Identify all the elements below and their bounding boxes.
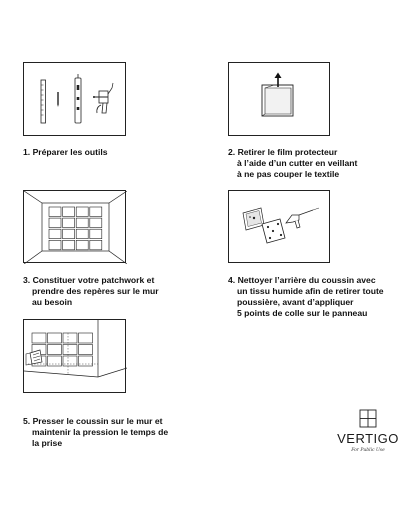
cushion-tile (49, 229, 61, 239)
glue-points-drawing (229, 191, 331, 264)
cushion-tile (63, 207, 75, 217)
step-4-line-4: 5 points de colle sur le panneau (237, 308, 368, 318)
cushion-tile (90, 207, 102, 217)
cushion-tile (48, 345, 62, 355)
step-5-text (23, 416, 168, 449)
illustration-patchwork-wall (23, 190, 126, 263)
step-4-line-3: poussière, avant d’appliquer (237, 297, 354, 307)
step-4-number: 4. (228, 275, 236, 285)
cushion-tile (63, 333, 77, 343)
illustration-peel-film (228, 62, 330, 136)
step-3-line-2: prendre des repères sur le mur (32, 286, 159, 296)
illustration-press-cushion (23, 319, 126, 393)
step-3-line-3: au besoin (32, 297, 73, 307)
step-4-line-2: un tissu humide afin de retirer toute (237, 286, 384, 296)
cushion-grid (49, 207, 102, 250)
tools-drawing (24, 63, 127, 137)
step-2-line-3: à ne pas couper le textile (237, 169, 340, 179)
step-5-line-2: maintenir la pression le temps de (32, 427, 169, 437)
step-1-number: 1. (23, 147, 31, 157)
peel-film-drawing (229, 63, 331, 137)
step-2-number: 2. (228, 147, 236, 157)
step-3-text (23, 275, 159, 308)
step-5-line-3: la prise (32, 438, 63, 448)
press-cushion-drawing (24, 320, 127, 394)
logo-wordmark: VERTIGO (337, 431, 399, 446)
cushion-tile (63, 218, 75, 228)
cushion-tile (76, 207, 88, 217)
cushion-tile (63, 345, 77, 355)
step-2-line-2: à l’aide d’un cutter en veillant (237, 158, 358, 168)
patchwork-drawing (24, 191, 127, 264)
cushion-tile (48, 333, 62, 343)
step-3-line-1: Constituer votre patchwork et (32, 275, 155, 285)
cushion-tile (79, 333, 93, 343)
cushion-tile (63, 229, 75, 239)
cushion-tile (32, 333, 46, 343)
cushion-tile (79, 345, 93, 355)
cushion-tile (76, 240, 88, 250)
cushion-tile (90, 240, 102, 250)
cushion-tile (76, 229, 88, 239)
illustration-glue-points (228, 190, 330, 263)
step-1-text (23, 147, 108, 158)
cushion-tile (90, 218, 102, 228)
cushion-tile (76, 218, 88, 228)
logo-mark-icon (332, 408, 404, 432)
step-2-text (228, 147, 357, 180)
cushion-tile (49, 240, 61, 250)
illustration-tools (23, 62, 126, 136)
step-1-line-1: Préparer les outils (32, 147, 108, 157)
cushion-tile (48, 356, 62, 366)
step-2-line-1: Retirer le film protecteur (237, 147, 338, 157)
step-3-number: 3. (23, 275, 31, 285)
cushion-tile (79, 356, 93, 366)
logo-tagline: For Public Use (351, 448, 385, 453)
step-4-text (228, 275, 384, 319)
step-5-number: 5. (23, 416, 31, 426)
cushion-tile (90, 229, 102, 239)
cushion-tile (63, 356, 77, 366)
cushion-tile (63, 240, 75, 250)
step-5-line-1: Presser le coussin sur le mur et (32, 416, 163, 426)
vertigo-logo (332, 408, 404, 464)
step-4-line-1: Nettoyer l’arrière du coussin avec (237, 275, 376, 285)
cushion-tile (49, 207, 61, 217)
cushion-tile (49, 218, 61, 228)
